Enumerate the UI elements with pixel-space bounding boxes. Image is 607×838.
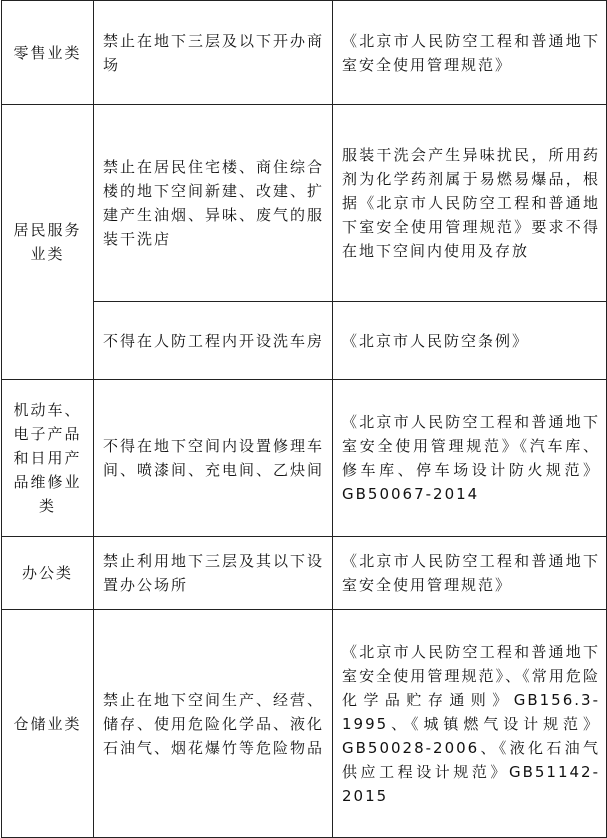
category-cell: 仓储业类 — [2, 610, 94, 838]
rule-cell: 禁止在居民住宅楼、商住综合楼的地下空间新建、改建、扩建产生油烟、异味、废气的服装干洗店 — [94, 105, 333, 302]
basis-cell: 服装干洗会产生异味扰民，所用药剂为化学药剂属于易燃易爆品，根据《北京市人民防空工程和普通地下室安全使用管理规范》要求不得在地下空间内使用及存放 — [333, 105, 607, 302]
basis-cell: 《北京市人民防空工程和普通地下室安全使用管理规范》、《常用危险化学品贮存通则》GB156.3-1995、《城镇燃气设计规范》GB50028-2006、《液化石油气供应工程设计规范》GB51142-2015 — [333, 610, 607, 838]
table-row — [2, 380, 607, 537]
basis-cell: 《北京市人民防空工程和普通地下室安全使用管理规范》 — [333, 537, 607, 610]
category-cell: 居民服务业类 — [2, 105, 94, 380]
category-cell: 机动车、电子产品和日用产品维修业类 — [2, 380, 94, 537]
rule-cell: 禁止利用地下三层及其以下设置办公场所 — [94, 537, 333, 610]
rule-cell: 不得在地下空间内设置修理车间、喷漆间、充电间、乙炔间 — [94, 380, 333, 537]
rule-cell: 不得在人防工程内开设洗车房 — [94, 302, 333, 380]
table-row — [2, 1, 607, 105]
table-row — [2, 105, 607, 302]
rule-cell: 禁止在地下空间生产、经营、储存、使用危险化学品、液化石油气、烟花爆竹等危险物品 — [94, 610, 333, 838]
category-cell: 办公类 — [2, 537, 94, 610]
basis-cell: 《北京市人民防空条例》 — [333, 302, 607, 380]
category-cell: 零售业类 — [2, 1, 94, 105]
basis-cell: 《北京市人民防空工程和普通地下室安全使用管理规范》 — [333, 1, 607, 105]
basis-cell: 《北京市人民防空工程和普通地下室安全使用管理规范》《汽车库、修车库、停车场设计防火规范》GB50067-2014 — [333, 380, 607, 537]
table-row — [2, 537, 607, 610]
table-row — [2, 610, 607, 838]
rule-cell: 禁止在地下三层及以下开办商场 — [94, 1, 333, 105]
regulation-table — [1, 0, 607, 838]
